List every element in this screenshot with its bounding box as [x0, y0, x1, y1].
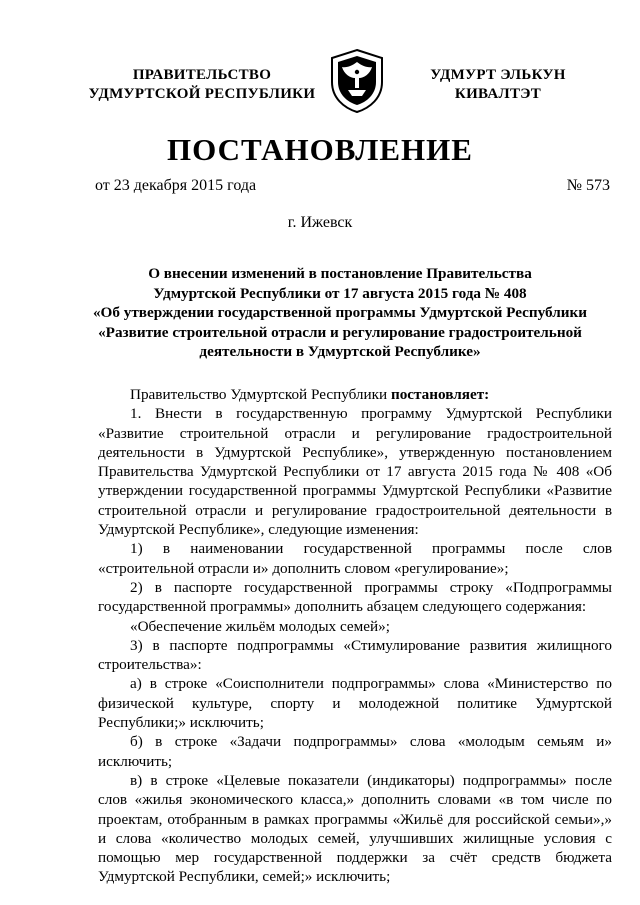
body-paragraph: «Обеспечение жильём молодых семей»;	[130, 617, 390, 635]
document-body	[98, 385, 612, 887]
body-paragraph: б) в строке «Задачи подпрограммы» слова «молодым семьям и» исключить;	[98, 733, 612, 770]
body-paragraph: 1. Внести в государственную программу Удмуртской Республики «Развитие строительной отрасли и регулирование градостроительной деятельности в Удмуртской Республике», утвержденную постановлением Правительства Удмуртской Республики от 17 августа 2015 года № 408 «Об утверждении государственной программы Удмуртской Республики «Развитие строительной отрасли и регулирование градостроительной деятельности в Удмуртской Республике», следующие изменения:	[98, 405, 612, 539]
body-paragraph: 2) в паспорте государственной программы строку «Подпрограммы государственной программы» дополнить абзацем следующего содержания:	[98, 578, 612, 616]
issuer-udmurt-line-2: КИВАЛТЭТ	[454, 86, 542, 102]
document-title: ПОСТАНОВЛЕНИЕ	[167, 132, 473, 167]
resolution-lead	[98, 385, 612, 404]
issuer-line-1: ПРАВИТЕЛЬСТВО	[132, 67, 272, 83]
subject-line: Удмуртской Республики от 17 августа 2015 года № 408	[153, 284, 527, 302]
lead-text: Правительство Удмуртской Республики	[130, 386, 391, 403]
udmurt-coat-of-arms-icon	[326, 48, 388, 114]
body-paragraph: в) в строке «Целевые показатели (индикаторы) подпрограммы» после слов «жилья экономического класса,» дополнить словами «в том числе по проектам, отобранным в рамках программы «Жильё для российской семьи»,» и слова «количество молодых семей, улучшивших жилищные условия с помощью мер государственной поддержки за счёт средств бюджета Удмуртской Республики, семей;» исключить;	[98, 771, 612, 886]
date-number-line	[95, 177, 610, 199]
issuer-line-2: УДМУРТСКОЙ РЕСПУБЛИКИ	[88, 86, 316, 102]
subject-line: деятельности в Удмуртской Республике»	[199, 343, 481, 360]
issuer-name-udmurt	[418, 66, 578, 104]
body-paragraph: 3) в паспорте подпрограммы «Стимулирование развития жилищного строительства»:	[98, 636, 612, 674]
document-date: от 23 декабря 2015 года	[95, 177, 257, 194]
subject-line: «Развитие строительной отрасли и регулирование градостроительной	[98, 323, 582, 341]
document-subject	[80, 264, 600, 362]
lead-bold: постановляет:	[390, 386, 490, 403]
issuer-name-russian	[82, 66, 322, 104]
document-city: г. Ижевск	[287, 214, 353, 231]
body-paragraph: 1) в наименовании государственной программы после слов «строительной отрасли и» дополнить словом «регулирование»;	[98, 540, 612, 577]
subject-line: «Об утверждении государственной программы Удмуртской Республики	[92, 304, 588, 321]
issuer-udmurt-line-1: УДМУРТ ЭЛЬКУН	[430, 67, 566, 83]
body-paragraph: а) в строке «Соисполнители подпрограммы» слова «Министерство по физической культуре, спорту и молодежной политике Удмуртской Республики;» исключить;	[98, 675, 612, 732]
subject-line: О внесении изменений в постановление Правительства	[148, 265, 532, 282]
document-number: № 573	[566, 177, 610, 194]
